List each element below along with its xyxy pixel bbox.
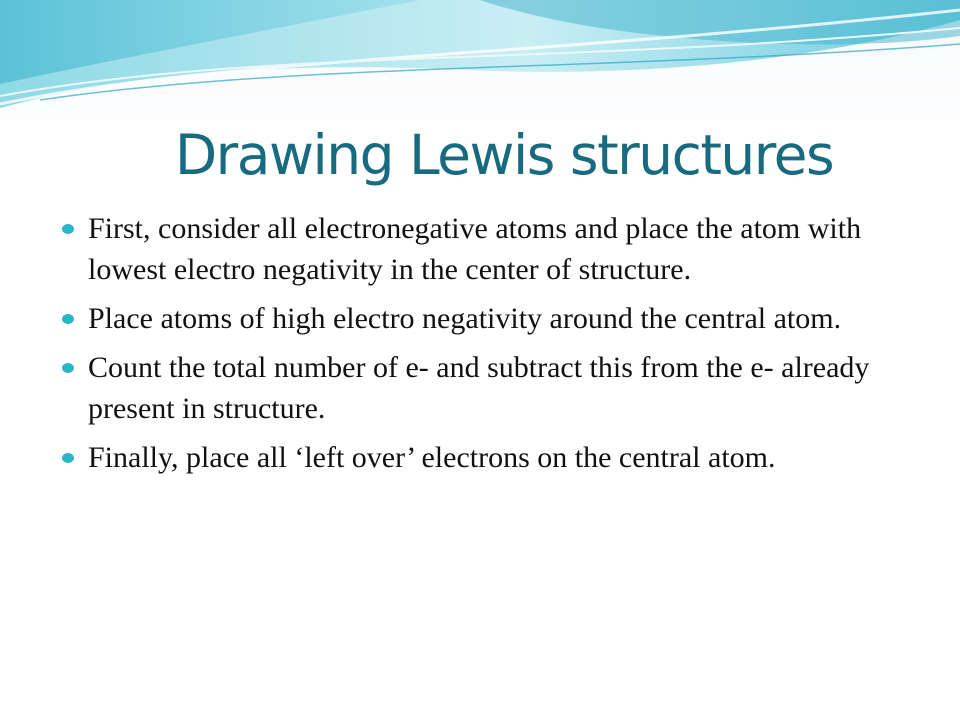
list-item xyxy=(62,347,922,429)
bullet-dot-icon xyxy=(62,314,74,324)
slide-title: Drawing Lewis structures xyxy=(174,123,834,187)
list-item xyxy=(62,437,922,478)
bullet-dot-icon xyxy=(62,363,74,373)
list-item xyxy=(62,298,922,339)
bullet-text: Finally, place all ‘left over’ electrons on the central atom. xyxy=(88,441,776,474)
bullet-text: Count the total number of e- and subtract this from the e- already present in structure. xyxy=(88,351,870,425)
bullet-dot-icon xyxy=(62,224,74,234)
bullet-dot-icon xyxy=(62,453,74,463)
list-item xyxy=(62,208,922,290)
bullet-text: First, consider all electronegative atoms and place the atom with lowest electro negativity in the center of structure. xyxy=(88,212,862,286)
bullet-list xyxy=(62,208,922,486)
wave-header-decoration xyxy=(0,0,960,120)
bullet-text: Place atoms of high electro negativity around the central atom. xyxy=(88,302,842,335)
